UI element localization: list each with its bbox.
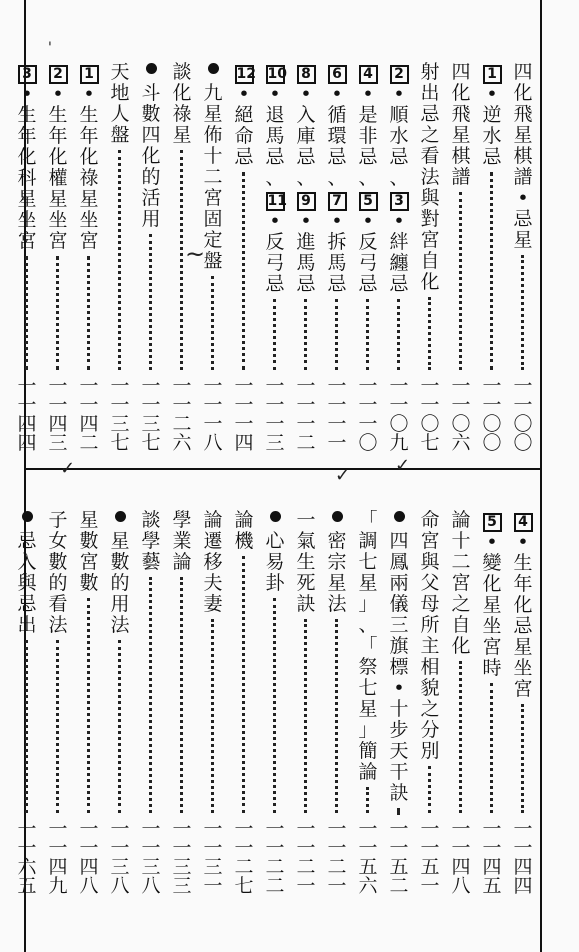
leader-dots xyxy=(211,619,214,813)
toc-entry-title: 忌 入 與 忌 出 xyxy=(14,510,40,636)
leader-dots xyxy=(149,577,152,813)
toc-entry-title: 星 數 宮 數 xyxy=(79,509,99,594)
toc-entry xyxy=(138,62,164,452)
leader-dots xyxy=(366,787,369,813)
toc-entry-page: 一 一 〇 六 xyxy=(451,375,471,454)
toc-entry-title: 四 化 飛 星 棋 譜 • 忌 星 xyxy=(513,61,533,251)
leader-dots xyxy=(180,577,183,813)
toc-entry-title: 8 • 入 庫 忌 、 9 • 進 馬 忌 xyxy=(296,66,316,295)
leader-dots xyxy=(397,299,400,370)
toc-entry-title: 「 調 七 星 」 、 「 祭 七 星 」 簡 論 xyxy=(358,509,378,783)
toc-entry-page: 一 一 一 一 xyxy=(327,375,347,454)
toc-entry-title: 論 機 xyxy=(234,509,254,552)
leader-dots xyxy=(459,192,462,370)
toc-entry-title: 10 • 退 馬 忌 、 11 • 反 弓 忌 xyxy=(265,66,287,295)
toc-entry-page: 一 一 五 六 xyxy=(358,818,378,897)
leader-dots xyxy=(25,256,28,370)
toc-entry xyxy=(386,62,412,452)
toc-entry-page: 一 一 一 三 xyxy=(265,375,285,454)
toc-entry xyxy=(76,62,102,452)
leader-dots xyxy=(521,704,524,813)
toc-entry-page: 一 一 五 二 xyxy=(389,818,409,897)
toc-entry xyxy=(45,510,71,895)
toc-entry xyxy=(107,62,133,452)
leader-dots xyxy=(56,256,59,370)
toc-entry-page: 一 一 三 八 xyxy=(110,818,130,897)
leader-dots xyxy=(273,598,276,813)
toc-entry xyxy=(479,62,505,452)
toc-entry-title: 2 • 生 年 化 權 星 坐 宮 xyxy=(48,66,68,252)
toc-entry xyxy=(293,510,319,895)
toc-entry xyxy=(14,62,40,452)
leader-dots xyxy=(428,297,431,370)
toc-entry-title: 密 宗 星 法 xyxy=(324,510,350,615)
leader-dots xyxy=(490,172,493,370)
toc-entry xyxy=(417,510,443,895)
toc-entry xyxy=(262,510,288,895)
toc-entry-page: 一 一 二 六 xyxy=(172,375,192,454)
leader-dots xyxy=(366,299,369,370)
toc-entry-title: 4 • 生 年 化 忌 星 坐 宮 xyxy=(513,514,533,700)
leader-dots xyxy=(118,150,121,370)
toc-entry-page: 一 一 四 五 xyxy=(482,818,502,897)
toc-entry xyxy=(355,510,381,895)
toc-entry-page: 一 一 一 八 xyxy=(203,375,223,454)
toc-entry xyxy=(510,62,536,452)
toc-entry xyxy=(386,510,412,895)
right-border xyxy=(540,0,542,952)
pen-mark-top-left: ' xyxy=(48,40,52,56)
toc-entry-page: 一 一 一 二 xyxy=(296,375,316,454)
toc-entry xyxy=(448,62,474,452)
toc-entry xyxy=(76,510,102,895)
toc-entry-page: 一 一 三 七 xyxy=(110,375,130,454)
toc-entry-page: 一 一 三 三 xyxy=(172,818,192,897)
toc-entry xyxy=(417,62,443,452)
toc-entry-title: 6 • 循 環 忌 、 7 • 拆 馬 忌 xyxy=(327,66,347,295)
toc-entry-page: 一 一 二 二 xyxy=(265,818,285,897)
leader-dots xyxy=(87,256,90,370)
leader-dots xyxy=(180,150,183,370)
toc-entry-page: 一 一 四 四 xyxy=(513,818,533,897)
toc-entry-page: 一 一 一 四 xyxy=(234,375,254,454)
toc-entry-title: 天 地 人 盤 xyxy=(110,61,130,146)
toc-entry-page: 一 一 四 八 xyxy=(451,818,471,897)
toc-entry-page: 一 一 五 一 xyxy=(420,818,440,897)
leader-dots xyxy=(118,640,121,813)
toc-entry-page: 一 一 三 一 xyxy=(203,818,223,897)
toc-entry xyxy=(231,62,257,452)
toc-entry-title: 1 • 逆 水 忌 xyxy=(482,66,502,168)
check-mark-icon: ✓ xyxy=(335,465,351,486)
toc-entry-title: 談 學 藝 xyxy=(141,509,161,573)
toc-entry xyxy=(45,62,71,452)
section-divider xyxy=(24,468,542,470)
toc-entry-page: 一 一 二 一 xyxy=(327,818,347,897)
toc-entry-title: 12 • 絕 命 忌 xyxy=(234,66,256,168)
leader-dots xyxy=(335,299,338,370)
leader-dots xyxy=(25,640,28,813)
leader-dots xyxy=(56,640,59,813)
toc-entry xyxy=(231,510,257,895)
toc-entry-page: 一 一 二 七 xyxy=(234,818,254,897)
leader-dots xyxy=(397,808,400,813)
toc-entry-page: 一 一 四 九 xyxy=(48,818,68,897)
toc-entry-page: 一 一 四 三 xyxy=(48,375,68,454)
toc-entry xyxy=(262,62,288,452)
leader-dots xyxy=(211,276,214,370)
toc-entry-page: 一 一 三 七 xyxy=(141,375,161,454)
toc-entry-title: 1 • 生 年 化 祿 星 坐 宮 xyxy=(79,66,99,252)
toc-entry-page: 一 一 四 八 xyxy=(79,818,99,897)
leader-dots xyxy=(304,299,307,370)
leader-dots xyxy=(521,255,524,370)
leader-dots xyxy=(87,598,90,813)
toc-entry-page: 一 一 〇 七 xyxy=(420,375,440,454)
leader-dots xyxy=(459,661,462,813)
toc-entry-title: 論 十 二 宮 之 自 化 xyxy=(451,509,471,657)
toc-entry xyxy=(324,62,350,452)
toc-entry-title: 斗 數 四 化 的 活 用 xyxy=(138,62,164,230)
check-mark-icon: ✓ xyxy=(60,458,76,479)
toc-entry xyxy=(169,510,195,895)
toc-entry xyxy=(138,510,164,895)
leader-dots xyxy=(335,619,338,813)
toc-entry-page: 一 一 三 八 xyxy=(141,818,161,897)
toc-entry-title: 4 • 是 非 忌 、 5 • 反 弓 忌 xyxy=(358,66,378,295)
leader-dots xyxy=(428,766,431,813)
toc-entry-title: 九 星 佈 十 二 宮 固 定 盤 xyxy=(200,62,226,272)
toc-entry-title: 學 業 論 xyxy=(172,509,192,573)
toc-entry xyxy=(14,510,40,895)
leader-dots xyxy=(149,234,152,370)
toc-entry-page: 一 一 〇 九 xyxy=(389,375,409,454)
toc-entry-page: 一 一 四 四 xyxy=(17,375,37,454)
toc-entry-page: 一 一 二 一 xyxy=(296,818,316,897)
toc-entry-title: 心 易 卦 xyxy=(262,510,288,594)
toc-entry-title: 3 • 生 年 化 科 星 坐 宮 xyxy=(17,66,37,252)
toc-entry xyxy=(293,62,319,452)
toc-entry-page: 一 一 〇 〇 xyxy=(482,375,502,454)
toc-entry xyxy=(479,510,505,895)
toc-entry xyxy=(107,510,133,895)
toc-entry-title: 命 宮 與 父 母 所 主 相 貌 之 分 別 xyxy=(420,509,440,762)
toc-entry-title: 2 • 順 水 忌 、 3 • 絆 纏 忌 xyxy=(389,66,409,295)
leader-dots xyxy=(242,172,245,370)
toc-entry-page: 一 一 一 〇 xyxy=(358,375,378,454)
toc-entry-title: 四 化 飛 星 棋 譜 xyxy=(451,61,471,188)
check-mark-icon: ✓ xyxy=(395,455,411,476)
toc-entry-title: 一 氣 生 死 訣 xyxy=(296,509,316,615)
toc-entry-page: 一 一 六 五 xyxy=(17,818,37,897)
toc-entry xyxy=(510,510,536,895)
leader-dots xyxy=(304,619,307,813)
toc-entry xyxy=(200,510,226,895)
toc-entry-title: 子 女 數 的 看 法 xyxy=(48,509,68,636)
leader-dots xyxy=(242,556,245,813)
toc-entry-title: 5 • 變 化 星 坐 宮 時 xyxy=(482,514,502,679)
toc-entry-title: 星 數 的 用 法 xyxy=(107,510,133,636)
toc-entry xyxy=(448,510,474,895)
toc-entry xyxy=(355,62,381,452)
handwritten-scribble: ~ xyxy=(185,240,206,268)
toc-entry-page: 一 一 〇 〇 xyxy=(513,375,533,454)
toc-entry-title: 四 鳳 兩 儀 三 旗 標 • 十 步 天 干 訣 xyxy=(386,510,412,804)
leader-dots xyxy=(490,683,493,813)
toc-entry-title: 射 出 忌 之 看 法 與 對 宮 自 化 xyxy=(420,61,440,293)
leader-dots xyxy=(273,299,276,370)
toc-entry-title: 論 遷 移 夫 妻 xyxy=(203,509,223,615)
toc-entry xyxy=(324,510,350,895)
toc-entry-page: 一 一 四 二 xyxy=(79,375,99,454)
toc-entry-title: 談 化 祿 星 xyxy=(172,61,192,146)
